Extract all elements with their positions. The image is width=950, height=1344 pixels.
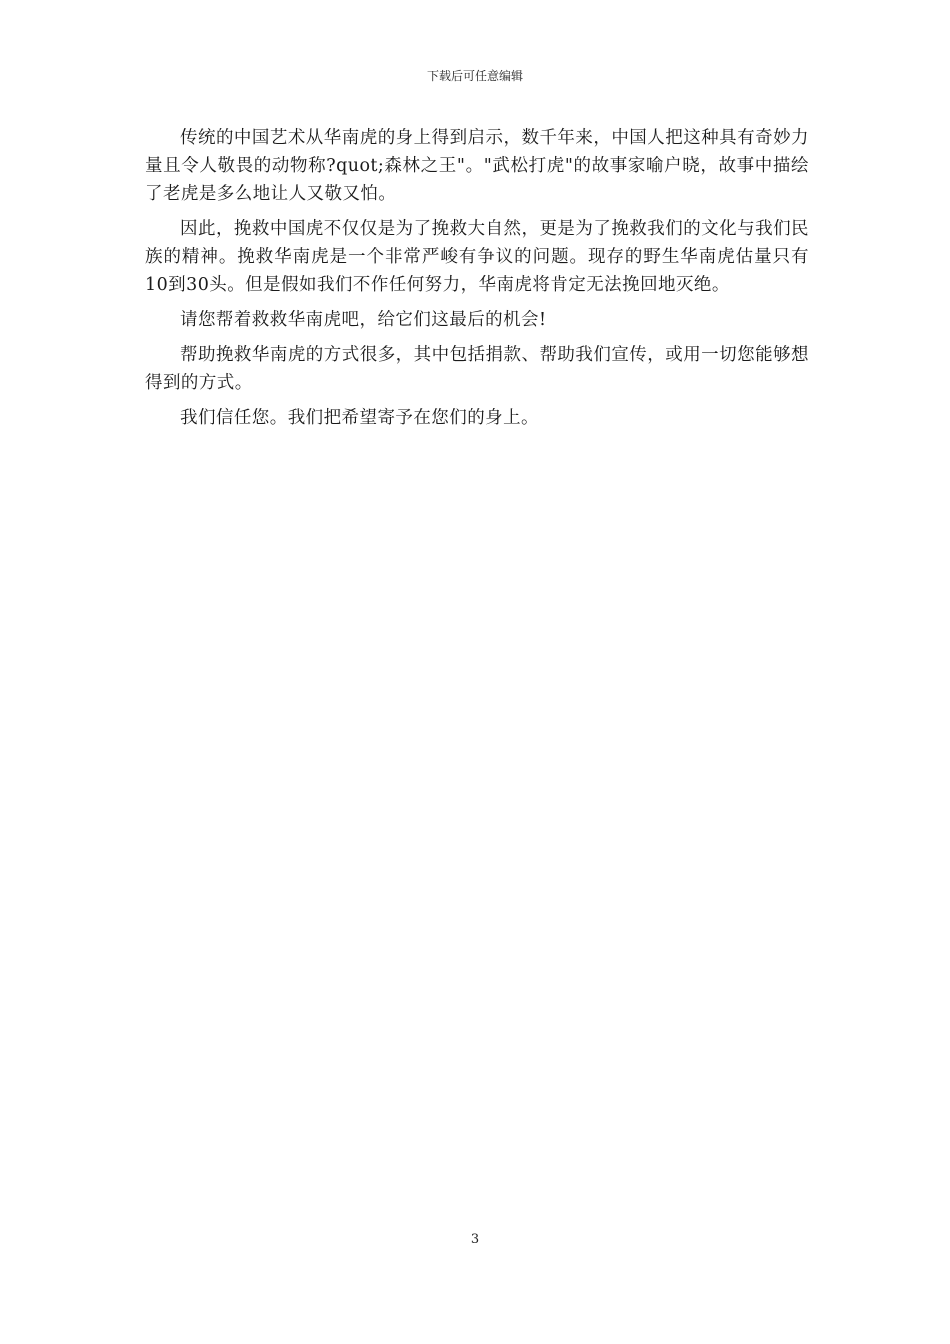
page-number: 3 (470, 1232, 480, 1247)
paragraph-2: 因此，挽救中国虎不仅仅是为了挽救大自然，更是为了挽救我们的文化与我们民族的精神。挽救华南虎是一个非常严峻有争议的问题。现存的野生华南虎估量只有10到30头。但是假如我们不作任何努力，华南虎将肯定无法挽回地灭绝。 (145, 219, 809, 295)
paragraph-5: 我们信任您。我们把希望寄予在您们的身上。 (180, 408, 539, 428)
paragraph-4: 帮助挽救华南虎的方式很多，其中包括捐款、帮助我们宣传，或用一切您能够想得到的方式。 (145, 345, 809, 393)
page-header: 下载后可任意编辑 (426, 69, 523, 83)
document-body (145, 124, 809, 439)
paragraph-3: 请您帮着救救华南虎吧，给它们这最后的机会! (180, 310, 547, 330)
paragraph-1: 传统的中国艺术从华南虎的身上得到启示，数千年来，中国人把这种具有奇妙力量且令人敬畏的动物称?quot;森林之王"。"武松打虎"的故事家喻户晓，故事中描绘了老虎是多么地让人又敬又怕。 (145, 128, 809, 204)
